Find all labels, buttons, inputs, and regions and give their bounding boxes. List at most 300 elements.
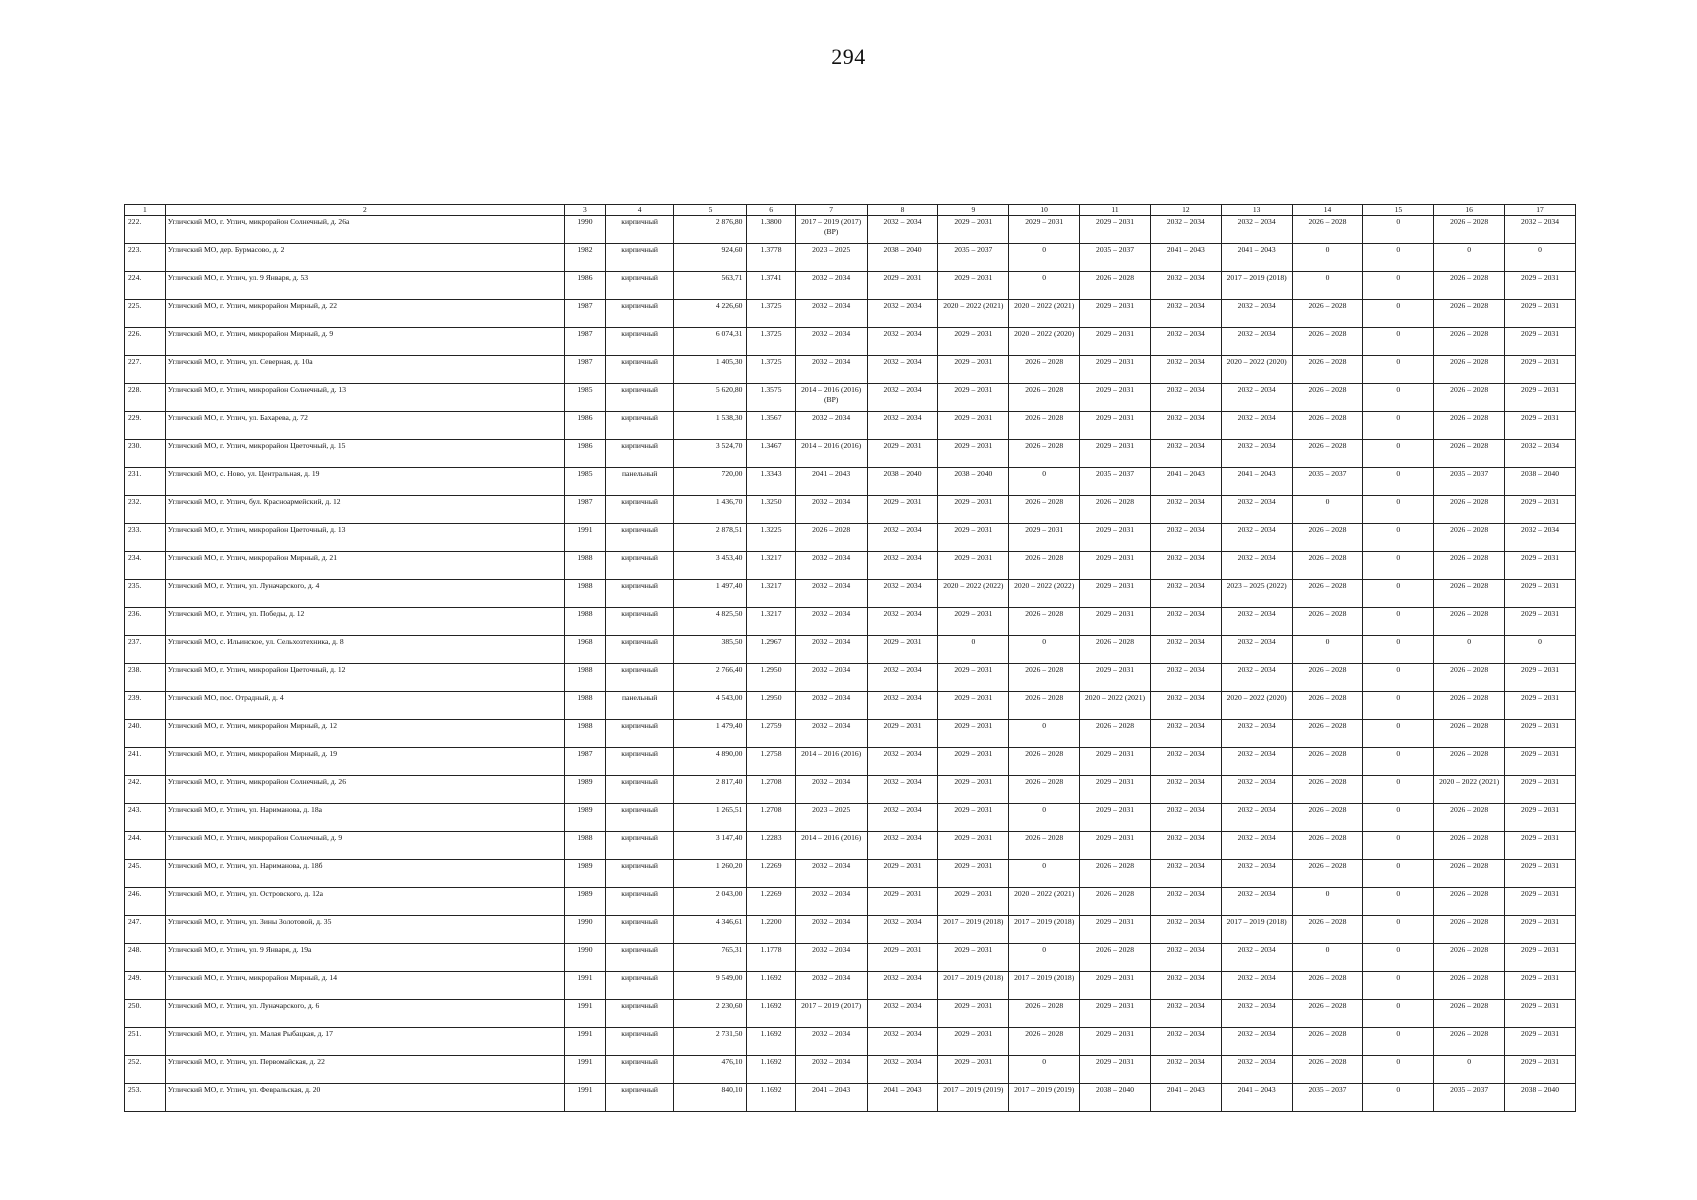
table-cell-col-4: кирпичный — [605, 1056, 674, 1084]
table-cell-col-17: 2029 – 2031 — [1505, 496, 1576, 524]
table-cell-col-11: 2029 – 2031 — [1080, 1028, 1151, 1056]
table-cell-col-10: 0 — [1009, 272, 1080, 300]
column-header-17: 17 — [1505, 205, 1576, 216]
table-cell-col-11: 2029 – 2031 — [1080, 1000, 1151, 1028]
table-cell-col-8: 2029 – 2031 — [867, 860, 938, 888]
table-cell-col-8: 2032 – 2034 — [867, 664, 938, 692]
table-cell-col-17: 2029 – 2031 — [1505, 944, 1576, 972]
table-cell-col-13: 2032 – 2034 — [1221, 384, 1292, 412]
table-cell-col-17: 2029 – 2031 — [1505, 1000, 1576, 1028]
table-cell-col-6: 1.2283 — [747, 832, 795, 860]
table-cell-col-17: 2029 – 2031 — [1505, 888, 1576, 916]
table-row — [125, 244, 1576, 272]
table-cell-col-14: 2026 – 2028 — [1292, 720, 1363, 748]
table-cell-col-4: панельный — [605, 692, 674, 720]
table-cell-col-5: 4 543,00 — [674, 692, 747, 720]
table-cell-col-15: 0 — [1363, 888, 1434, 916]
table-cell-col-15: 0 — [1363, 1056, 1434, 1084]
table-row — [125, 804, 1576, 832]
table-cell-col-4: кирпичный — [605, 1084, 674, 1112]
table-cell-col-13: 2041 – 2043 — [1221, 244, 1292, 272]
table-cell-col-2: Угличский МО, пос. Отрадный, д. 4 — [165, 692, 564, 720]
table-cell-col-7: 2014 – 2016 (2016) — [795, 832, 867, 860]
table-cell-col-16: 0 — [1434, 244, 1505, 272]
table-cell-col-3: 1991 — [565, 524, 606, 552]
table-cell-col-16: 2026 – 2028 — [1434, 832, 1505, 860]
table-cell-col-13: 2032 – 2034 — [1221, 328, 1292, 356]
table-cell-col-5: 1 538,30 — [674, 412, 747, 440]
table-row — [125, 328, 1576, 356]
table-cell-col-14: 2035 – 2037 — [1292, 1084, 1363, 1112]
table-cell-col-14: 2026 – 2028 — [1292, 552, 1363, 580]
table-cell-col-4: кирпичный — [605, 440, 674, 468]
table-cell-col-8: 2032 – 2034 — [867, 832, 938, 860]
table-cell-col-8: 2029 – 2031 — [867, 440, 938, 468]
table-cell-col-16: 2026 – 2028 — [1434, 972, 1505, 1000]
table-cell-col-6: 1.3778 — [747, 244, 795, 272]
table-cell-col-13: 2017 – 2019 (2018) — [1221, 916, 1292, 944]
table-cell-col-2: Угличский МО, г. Углич, бул. Красноармейский, д. 12 — [165, 496, 564, 524]
table-cell-col-12: 2032 – 2034 — [1150, 972, 1221, 1000]
table-cell-col-12: 2032 – 2034 — [1150, 720, 1221, 748]
table-cell-col-12: 2032 – 2034 — [1150, 748, 1221, 776]
table-cell-col-5: 1 260,20 — [674, 860, 747, 888]
table-cell-col-15: 0 — [1363, 468, 1434, 496]
table-cell-col-12: 2032 – 2034 — [1150, 776, 1221, 804]
table-cell-col-1: 230. — [125, 440, 166, 468]
table-cell-col-10: 2026 – 2028 — [1009, 692, 1080, 720]
table-cell-col-14: 2026 – 2028 — [1292, 580, 1363, 608]
table-cell-col-17: 2032 – 2034 — [1505, 216, 1576, 244]
table-header — [125, 205, 1576, 216]
table-cell-col-1: 226. — [125, 328, 166, 356]
table-row — [125, 692, 1576, 720]
table-cell-col-6: 1.3575 — [747, 384, 795, 412]
table-cell-col-3: 1987 — [565, 300, 606, 328]
table-cell-col-11: 2035 – 2037 — [1080, 244, 1151, 272]
table-cell-col-2: Угличский МО, г. Углич, ул. Островского, д. 12а — [165, 888, 564, 916]
table-cell-col-5: 924,60 — [674, 244, 747, 272]
table-cell-col-16: 2026 – 2028 — [1434, 412, 1505, 440]
table-cell-col-7: 2023 – 2025 — [795, 244, 867, 272]
table-cell-col-4: кирпичный — [605, 216, 674, 244]
table-cell-col-6: 1.1692 — [747, 972, 795, 1000]
table-cell-col-5: 2 230,60 — [674, 1000, 747, 1028]
table-cell-col-10: 2026 – 2028 — [1009, 608, 1080, 636]
table-cell-col-14: 0 — [1292, 636, 1363, 664]
table-cell-col-4: кирпичный — [605, 804, 674, 832]
table-cell-col-13: 2032 – 2034 — [1221, 860, 1292, 888]
table-cell-col-11: 2029 – 2031 — [1080, 776, 1151, 804]
table-cell-col-3: 1989 — [565, 776, 606, 804]
table-cell-col-5: 3 453,40 — [674, 552, 747, 580]
table-cell-col-16: 2035 – 2037 — [1434, 1084, 1505, 1112]
table-cell-col-4: кирпичный — [605, 328, 674, 356]
table-cell-col-1: 235. — [125, 580, 166, 608]
table-cell-col-12: 2041 – 2043 — [1150, 244, 1221, 272]
table-cell-col-3: 1991 — [565, 1000, 606, 1028]
table-cell-col-11: 2026 – 2028 — [1080, 636, 1151, 664]
table-cell-col-14: 0 — [1292, 244, 1363, 272]
table-cell-col-7: 2041 – 2043 — [795, 1084, 867, 1112]
table-cell-col-11: 2029 – 2031 — [1080, 356, 1151, 384]
table-cell-col-12: 2032 – 2034 — [1150, 412, 1221, 440]
table-cell-col-3: 1988 — [565, 552, 606, 580]
table-cell-col-2: Угличский МО, г. Углич, ул. Бахарева, д. 72 — [165, 412, 564, 440]
table-cell-col-4: кирпичный — [605, 1028, 674, 1056]
table-row — [125, 496, 1576, 524]
table-cell-col-4: кирпичный — [605, 832, 674, 860]
table-row — [125, 356, 1576, 384]
table-cell-col-4: кирпичный — [605, 552, 674, 580]
table-cell-col-1: 236. — [125, 608, 166, 636]
table-cell-col-13: 2032 – 2034 — [1221, 664, 1292, 692]
table-cell-col-8: 2032 – 2034 — [867, 804, 938, 832]
table-cell-col-16: 2026 – 2028 — [1434, 328, 1505, 356]
table-cell-col-9: 2029 – 2031 — [938, 496, 1009, 524]
table-cell-col-11: 2026 – 2028 — [1080, 944, 1151, 972]
table-cell-col-15: 0 — [1363, 300, 1434, 328]
table-cell-col-11: 2029 – 2031 — [1080, 412, 1151, 440]
table-cell-col-14: 2026 – 2028 — [1292, 216, 1363, 244]
table-cell-col-17: 2038 – 2040 — [1505, 1084, 1576, 1112]
table-cell-col-8: 2038 – 2040 — [867, 468, 938, 496]
table-cell-col-10: 2026 – 2028 — [1009, 440, 1080, 468]
table-cell-col-6: 1.1778 — [747, 944, 795, 972]
column-header-7: 7 — [795, 205, 867, 216]
table-cell-col-15: 0 — [1363, 440, 1434, 468]
column-header-9: 9 — [938, 205, 1009, 216]
table-cell-col-5: 476,10 — [674, 1056, 747, 1084]
table-cell-col-13: 2032 – 2034 — [1221, 552, 1292, 580]
table-cell-col-2: Угличский МО, г. Углич, микрорайон Цветочный, д. 15 — [165, 440, 564, 468]
table-cell-col-13: 2032 – 2034 — [1221, 1056, 1292, 1084]
table-cell-col-6: 1.3800 — [747, 216, 795, 244]
table-cell-col-5: 4 890,00 — [674, 748, 747, 776]
table-cell-col-5: 1 479,40 — [674, 720, 747, 748]
table-cell-col-6: 1.3725 — [747, 300, 795, 328]
table-cell-col-12: 2041 – 2043 — [1150, 1084, 1221, 1112]
table-cell-col-16: 2026 – 2028 — [1434, 720, 1505, 748]
table-row — [125, 440, 1576, 468]
table-cell-col-13: 2032 – 2034 — [1221, 720, 1292, 748]
table-cell-col-6: 1.2708 — [747, 776, 795, 804]
table-cell-col-8: 2029 – 2031 — [867, 496, 938, 524]
table-cell-col-17: 0 — [1505, 636, 1576, 664]
table-cell-col-14: 2026 – 2028 — [1292, 1056, 1363, 1084]
table-cell-col-9: 2029 – 2031 — [938, 216, 1009, 244]
table-cell-col-17: 2032 – 2034 — [1505, 524, 1576, 552]
table-cell-col-16: 2026 – 2028 — [1434, 496, 1505, 524]
table-cell-col-16: 2026 – 2028 — [1434, 580, 1505, 608]
table-cell-col-2: Угличский МО, г. Углич, ул. Северная, д. 10а — [165, 356, 564, 384]
table-cell-col-6: 1.2758 — [747, 748, 795, 776]
table-cell-col-13: 2032 – 2034 — [1221, 944, 1292, 972]
table-cell-col-12: 2032 – 2034 — [1150, 384, 1221, 412]
table-row — [125, 748, 1576, 776]
table-cell-col-1: 237. — [125, 636, 166, 664]
table-cell-col-1: 243. — [125, 804, 166, 832]
table-cell-col-17: 2029 – 2031 — [1505, 384, 1576, 412]
table-cell-col-3: 1987 — [565, 748, 606, 776]
table-row — [125, 412, 1576, 440]
table-body — [125, 216, 1576, 1112]
table-cell-col-13: 2032 – 2034 — [1221, 524, 1292, 552]
table-cell-col-2: Угличский МО, г. Углич, ул. Нариманова, д. 18а — [165, 804, 564, 832]
table-cell-col-16: 2026 – 2028 — [1434, 944, 1505, 972]
table-cell-col-12: 2032 – 2034 — [1150, 272, 1221, 300]
table-cell-col-15: 0 — [1363, 860, 1434, 888]
table-cell-col-15: 0 — [1363, 776, 1434, 804]
table-cell-col-6: 1.3217 — [747, 552, 795, 580]
table-cell-col-10: 2026 – 2028 — [1009, 776, 1080, 804]
table-row — [125, 468, 1576, 496]
table-cell-col-10: 0 — [1009, 944, 1080, 972]
table-cell-col-16: 2026 – 2028 — [1434, 916, 1505, 944]
table-cell-col-4: кирпичный — [605, 412, 674, 440]
table-row — [125, 384, 1576, 412]
table-cell-col-14: 2026 – 2028 — [1292, 664, 1363, 692]
table-cell-col-3: 1988 — [565, 664, 606, 692]
table-cell-col-1: 241. — [125, 748, 166, 776]
table-cell-col-8: 2032 – 2034 — [867, 1028, 938, 1056]
table-cell-col-14: 2026 – 2028 — [1292, 860, 1363, 888]
table-cell-col-7: 2014 – 2016 (2016) (ВР) — [795, 384, 867, 412]
table-cell-col-3: 1987 — [565, 328, 606, 356]
table-cell-col-11: 2026 – 2028 — [1080, 272, 1151, 300]
table-cell-col-13: 2032 – 2034 — [1221, 1000, 1292, 1028]
table-cell-col-11: 2035 – 2037 — [1080, 468, 1151, 496]
table-cell-col-4: кирпичный — [605, 272, 674, 300]
table-row — [125, 272, 1576, 300]
table-cell-col-8: 2032 – 2034 — [867, 412, 938, 440]
table-cell-col-4: кирпичный — [605, 916, 674, 944]
column-header-14: 14 — [1292, 205, 1363, 216]
table-cell-col-7: 2017 – 2019 (2017) — [795, 1000, 867, 1028]
table-cell-col-8: 2032 – 2034 — [867, 300, 938, 328]
table-cell-col-15: 0 — [1363, 272, 1434, 300]
table-cell-col-9: 2029 – 2031 — [938, 384, 1009, 412]
table-cell-col-5: 840,10 — [674, 1084, 747, 1112]
column-header-10: 10 — [1009, 205, 1080, 216]
table-cell-col-8: 2029 – 2031 — [867, 888, 938, 916]
table-cell-col-7: 2032 – 2034 — [795, 608, 867, 636]
table-cell-col-7: 2014 – 2016 (2016) — [795, 748, 867, 776]
table-cell-col-15: 0 — [1363, 216, 1434, 244]
table-cell-col-16: 2026 – 2028 — [1434, 272, 1505, 300]
table-cell-col-5: 2 817,40 — [674, 776, 747, 804]
table-cell-col-2: Угличский МО, г. Углич, ул. 9 Января, д. 53 — [165, 272, 564, 300]
table-row — [125, 580, 1576, 608]
table-cell-col-4: кирпичный — [605, 720, 674, 748]
table-cell-col-6: 1.3343 — [747, 468, 795, 496]
table-cell-col-1: 233. — [125, 524, 166, 552]
table-cell-col-13: 2032 – 2034 — [1221, 412, 1292, 440]
table-cell-col-3: 1968 — [565, 636, 606, 664]
table-cell-col-15: 0 — [1363, 244, 1434, 272]
table-cell-col-12: 2032 – 2034 — [1150, 356, 1221, 384]
table-cell-col-17: 2029 – 2031 — [1505, 860, 1576, 888]
table-row — [125, 216, 1576, 244]
table-cell-col-5: 2 731,50 — [674, 1028, 747, 1056]
table-cell-col-9: 2017 – 2019 (2019) — [938, 1084, 1009, 1112]
table-cell-col-12: 2032 – 2034 — [1150, 328, 1221, 356]
table-cell-col-4: кирпичный — [605, 244, 674, 272]
table-cell-col-15: 0 — [1363, 664, 1434, 692]
table-cell-col-5: 9 549,00 — [674, 972, 747, 1000]
table-cell-col-11: 2029 – 2031 — [1080, 552, 1151, 580]
table-cell-col-15: 0 — [1363, 636, 1434, 664]
table-cell-col-14: 0 — [1292, 272, 1363, 300]
table-row — [125, 608, 1576, 636]
table-cell-col-9: 2029 – 2031 — [938, 356, 1009, 384]
table-cell-col-4: кирпичный — [605, 496, 674, 524]
table-cell-col-6: 1.2759 — [747, 720, 795, 748]
table-cell-col-11: 2029 – 2031 — [1080, 608, 1151, 636]
table-cell-col-8: 2032 – 2034 — [867, 328, 938, 356]
table-cell-col-15: 0 — [1363, 328, 1434, 356]
table-cell-col-6: 1.3725 — [747, 328, 795, 356]
table-cell-col-11: 2026 – 2028 — [1080, 720, 1151, 748]
table-cell-col-8: 2032 – 2034 — [867, 776, 938, 804]
table-cell-col-8: 2032 – 2034 — [867, 916, 938, 944]
table-cell-col-17: 0 — [1505, 244, 1576, 272]
table-cell-col-3: 1982 — [565, 244, 606, 272]
table-cell-col-15: 0 — [1363, 384, 1434, 412]
table-cell-col-5: 4 346,61 — [674, 916, 747, 944]
table-cell-col-11: 2029 – 2031 — [1080, 972, 1151, 1000]
table-cell-col-3: 1989 — [565, 888, 606, 916]
table-cell-col-3: 1991 — [565, 972, 606, 1000]
table-cell-col-15: 0 — [1363, 580, 1434, 608]
table-cell-col-6: 1.3217 — [747, 608, 795, 636]
table-cell-col-9: 2029 – 2031 — [938, 412, 1009, 440]
table-cell-col-16: 2026 – 2028 — [1434, 552, 1505, 580]
table-cell-col-3: 1991 — [565, 1028, 606, 1056]
table-cell-col-17: 2029 – 2031 — [1505, 720, 1576, 748]
table-cell-col-11: 2038 – 2040 — [1080, 1084, 1151, 1112]
table-cell-col-15: 0 — [1363, 720, 1434, 748]
table-row — [125, 972, 1576, 1000]
table-cell-col-2: Угличский МО, г. Углич, ул. 9 Января, д. 19а — [165, 944, 564, 972]
table-cell-col-11: 2026 – 2028 — [1080, 496, 1151, 524]
table-cell-col-15: 0 — [1363, 944, 1434, 972]
table-cell-col-7: 2032 – 2034 — [795, 1028, 867, 1056]
table-cell-col-6: 1.2269 — [747, 888, 795, 916]
table-cell-col-10: 2026 – 2028 — [1009, 552, 1080, 580]
table-cell-col-9: 2029 – 2031 — [938, 524, 1009, 552]
table-cell-col-10: 2029 – 2031 — [1009, 216, 1080, 244]
column-header-15: 15 — [1363, 205, 1434, 216]
table-cell-col-14: 0 — [1292, 888, 1363, 916]
table-cell-col-10: 0 — [1009, 804, 1080, 832]
column-header-3: 3 — [565, 205, 606, 216]
table-cell-col-11: 2029 – 2031 — [1080, 384, 1151, 412]
table-cell-col-10: 2020 – 2022 (2021) — [1009, 300, 1080, 328]
table-cell-col-5: 720,00 — [674, 468, 747, 496]
table-cell-col-3: 1986 — [565, 440, 606, 468]
table-cell-col-8: 2029 – 2031 — [867, 720, 938, 748]
table-cell-col-5: 4 825,50 — [674, 608, 747, 636]
table-row — [125, 636, 1576, 664]
table-cell-col-2: Угличский МО, г. Углич, микрорайон Солнечный, д. 26а — [165, 216, 564, 244]
header-row — [125, 205, 1576, 216]
table-cell-col-8: 2032 – 2034 — [867, 748, 938, 776]
table-cell-col-10: 0 — [1009, 1056, 1080, 1084]
table-cell-col-2: Угличский МО, г. Углич, микрорайон Цветочный, д. 12 — [165, 664, 564, 692]
table-cell-col-2: Угличский МО, г. Углич, микрорайон Мирный, д. 19 — [165, 748, 564, 776]
table-cell-col-9: 2029 – 2031 — [938, 692, 1009, 720]
table-cell-col-17: 2029 – 2031 — [1505, 300, 1576, 328]
table-cell-col-16: 2026 – 2028 — [1434, 860, 1505, 888]
table-cell-col-14: 2026 – 2028 — [1292, 524, 1363, 552]
table-cell-col-5: 765,31 — [674, 944, 747, 972]
table-cell-col-17: 2029 – 2031 — [1505, 916, 1576, 944]
table-cell-col-14: 2026 – 2028 — [1292, 972, 1363, 1000]
table-cell-col-3: 1991 — [565, 1084, 606, 1112]
table-cell-col-9: 2038 – 2040 — [938, 468, 1009, 496]
table-cell-col-16: 2026 – 2028 — [1434, 1000, 1505, 1028]
table-cell-col-7: 2032 – 2034 — [795, 1056, 867, 1084]
table-cell-col-9: 2020 – 2022 (2022) — [938, 580, 1009, 608]
table-cell-col-7: 2032 – 2034 — [795, 552, 867, 580]
table-cell-col-12: 2032 – 2034 — [1150, 608, 1221, 636]
table-cell-col-1: 240. — [125, 720, 166, 748]
table-cell-col-13: 2032 – 2034 — [1221, 216, 1292, 244]
table-cell-col-6: 1.3567 — [747, 412, 795, 440]
table-cell-col-17: 2029 – 2031 — [1505, 328, 1576, 356]
table-cell-col-1: 244. — [125, 832, 166, 860]
table-cell-col-11: 2026 – 2028 — [1080, 860, 1151, 888]
table-cell-col-5: 4 226,60 — [674, 300, 747, 328]
table-cell-col-12: 2041 – 2043 — [1150, 468, 1221, 496]
table-cell-col-17: 2029 – 2031 — [1505, 272, 1576, 300]
table-cell-col-16: 2035 – 2037 — [1434, 468, 1505, 496]
table-cell-col-3: 1985 — [565, 468, 606, 496]
table-cell-col-9: 2029 – 2031 — [938, 944, 1009, 972]
column-header-11: 11 — [1080, 205, 1151, 216]
table-cell-col-12: 2032 – 2034 — [1150, 916, 1221, 944]
table-cell-col-1: 224. — [125, 272, 166, 300]
table-cell-col-14: 2026 – 2028 — [1292, 1000, 1363, 1028]
table-cell-col-5: 563,71 — [674, 272, 747, 300]
table-cell-col-8: 2032 – 2034 — [867, 552, 938, 580]
table-cell-col-1: 250. — [125, 1000, 166, 1028]
table-cell-col-15: 0 — [1363, 1084, 1434, 1112]
table-cell-col-11: 2026 – 2028 — [1080, 888, 1151, 916]
table-cell-col-14: 2026 – 2028 — [1292, 384, 1363, 412]
table-cell-col-7: 2032 – 2034 — [795, 944, 867, 972]
table-cell-col-15: 0 — [1363, 412, 1434, 440]
table-row — [125, 552, 1576, 580]
table-cell-col-2: Угличский МО, г. Углич, микрорайон Солнечный, д. 26 — [165, 776, 564, 804]
table-cell-col-4: кирпичный — [605, 384, 674, 412]
table-cell-col-8: 2029 – 2031 — [867, 636, 938, 664]
table-row — [125, 524, 1576, 552]
table-row — [125, 1056, 1576, 1084]
table-cell-col-7: 2032 – 2034 — [795, 496, 867, 524]
table-cell-col-15: 0 — [1363, 1028, 1434, 1056]
table-cell-col-5: 2 766,40 — [674, 664, 747, 692]
table-cell-col-16: 2026 – 2028 — [1434, 692, 1505, 720]
table-cell-col-8: 2038 – 2040 — [867, 244, 938, 272]
table-row — [125, 1028, 1576, 1056]
table-cell-col-7: 2032 – 2034 — [795, 776, 867, 804]
table-cell-col-16: 0 — [1434, 1056, 1505, 1084]
table-cell-col-12: 2032 – 2034 — [1150, 496, 1221, 524]
table-cell-col-2: Угличский МО, г. Углич, микрорайон Мирный, д. 9 — [165, 328, 564, 356]
table-cell-col-14: 2026 – 2028 — [1292, 300, 1363, 328]
